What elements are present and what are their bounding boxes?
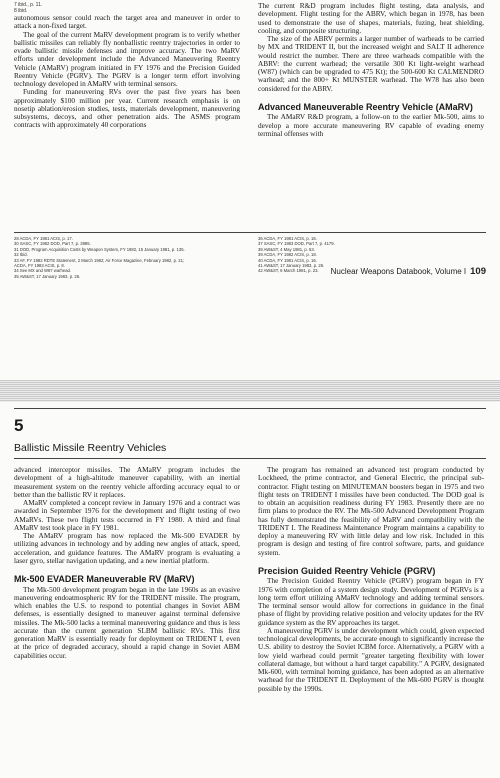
paragraph: The goal of the current MaRV development program is to verify whether ballistic missiles can reliably fly nonballistic reentry trajectories in order to evade ballistic missile defenses and improve accuracy. The two MaRV efforts under development include the Advanced Maneuvering Reentry Vehicle (AMaRV) program initiated in FY 1976 and the Precision Guided Reentry Vehicle (PGRV). The PGRV is a longer term effort involving technology developed in AMaRV with terminal sensors. — [14, 29, 240, 88]
paragraph: The program has remained an advanced test program conducted by Lockheed, the prime contractor, and General Electric, the principal sub-contractor. Flight testing on MINUTEMAN boosters began in 1975 and two flight tests on TRIDENT I missiles have been conducted. The DOD goal is to obtain an acquisition readiness during FY 1983. Presently there are no firm plans to produce the RV. The Mk-500 Advanced Development Program has fully demonstrated the feasibility of MaRV and compatibility with the TRIDENT I. The Readiness Maintenance Program maintains a capability to deploy a maneuvering RV with little delay and low risk. Included in this program is design and testing of fire control software, parts, and guidance system. — [258, 465, 484, 557]
section-heading: Mk-500 EVADER Maneuverable RV (MaRV) — [14, 574, 195, 584]
paragraph: Funding for maneuvering RVs over the past five years has been approximately $100 million per year. Current research emphasis is on nosetip ablation/erosion studies, tests, materials development, maneuvering subsystems, decoys, and other penetration aids. The ASMS program contracts with approximately 40 corporations — [14, 87, 240, 130]
paragraph: AMaRV completed a concept review in January 1976 and a contract was awarded in September 1976 for the development and flight testing of two AMaRVs. These two flight tests occurred in FY 1980. A third and final AMaRV test took place in FY 1981. — [14, 498, 240, 532]
paragraph: The Precision Guided Reentry Vehicle (PGRV) program began in FY 1976 with completion of a system design study. Development of PGRVs is a long term effort utilizing AMaRV technology and adding terminal sensors. The terminal sensor would allow for corrections in guidance in the final phase of flight by providing relative position and velocity updates for the RV guidance system as the RV approaches its target. — [258, 576, 484, 627]
footnotes-left: 28 ACDA, FY 1981 ACIS, p. 17. 30 SASC, FY 1982 DOD, Part 7, p. 3985. 31 DOD, Program Acquisition Costs by Weapon System, FY 1982, 15 January 1981, p. 135. 32 Ibid. 33 AF, FY 1982 RDTE Statement, 2 March 1982; Air Force Magazine, February 1982, p. 21; ACDA, FY 1983 ACIS, p. 8. 34 See MX and W87 warhead. 35 AW&ST, 17 January 1983, p. 26. — [14, 236, 185, 279]
chapter-number: 5 — [14, 416, 24, 435]
page-footer — [331, 266, 486, 277]
page-number: 109 — [470, 266, 486, 277]
top-right-column — [258, 2, 484, 138]
bottom-left-column — [14, 466, 240, 660]
bottom-right-column — [258, 466, 484, 693]
paragraph: The AMaRV R&D program, a follow-on to the earlier Mk-500, aims to develop a more accurate maneuvering RV capable of evading enemy terminal offenses with — [258, 112, 484, 138]
paragraph: The Mk-500 development program began in the late 1960s as an evasive maneuvering endoatmospheric RV for the TRIDENT missile. The program, which enables the U.S. to respond to potential changes in Soviet ABM defenses, is essentially designed to maneuver against terminal defensive missiles. The Mk-500 lacks a terminal maneuvering guidance and thus is less accurate than the current generation SLBM ballistic RVs. This first generation MaRV is essentially ready for deployment on TRIDENT I, even at the price of degraded accuracy, should a rapid change in Soviet ABM capabilities occur. — [14, 584, 240, 660]
paragraph: The AMaRV program has now replaced the Mk-500 EVADER by utilizing advances in technology and by adding new angles of attack, speed, acceleration, and guidance features. The AMaRV program is evaluating a laser gyro, stellar navigation updating, and a new inertial platform. — [14, 531, 240, 565]
upper-page — [0, 0, 500, 380]
header-fragment: 7 ibid., p. 11. 8 ibid. — [14, 2, 43, 14]
page-separator — [0, 380, 500, 402]
top-left-column — [14, 14, 240, 130]
paragraph: The size of the ABRV permits a larger number of warheads to be carried by MX and TRIDENT II, but the increased weight and SALT II adherence would restrict the number. There are three warheads compatible with the ABRV: the current warhead; the versatile 300 Kt light-weight warhead (W87) (which can be upgraded to 475 Kt); the 500-600 Kt CALMENDRO warhead; and the 800+ Kt MUNSTER warhead. The W78 has also been considered for the ABRV. — [258, 34, 484, 93]
footnote-rule — [14, 232, 486, 233]
section-heading: Precision Guided Reentry Vehicle (PGRV) — [258, 565, 436, 576]
paragraph: autonomous sensor could reach the target area and maneuver in order to attack a non-fixed target. — [14, 13, 240, 31]
paragraph: The current R&D program includes flight testing, data analysis, and development. Flight testing for the ABRV, which began in 1978, has been used to demonstrate the use of shapes, materials, fuzing, heat shielding, cooling, and composite structuring. — [258, 1, 484, 35]
paragraph: advanced interceptor missiles. The AMaRV program includes the development of a high-altitude maneuver capability, with an inertial measurement system on the reentry vehicle affording accuracy equal to or better than the ballistic RV it replaces. — [14, 465, 240, 499]
section-heading: Advanced Maneuverable Reentry Vehicle (AMaRV) — [258, 101, 473, 112]
footnotes-right: 36 ACDA, FY 1981 ACIS, p. 16. 37 SASC, FY 1983 DOD, Part 7, p. 4179. 38 AW&ST, 4 May 1981, p. 53. 39 ACDA, FY 1982 ACIS, p. 18. 40 ACDA, FY 1981 ACIS, p. 16. 41 AW&ST, 17 January 1983, p. 26. 42 AW&ST, 6 March 1981, p. 23. — [258, 236, 335, 274]
chapter-title: Ballistic Missile Reentry Vehicles — [14, 442, 167, 454]
chapter-top-rule — [14, 408, 486, 409]
paragraph: A maneuvering PGRV is under development which could, given expected technological developments, be accurate enough to significantly increase the U.S. ability to destroy the Soviet ICBM force. Alternatively, a PGRV with a low yield warhead could permit "greater targeting flexibility with lower collateral damage, but without a hard target capability." A PGRV, designated Mk-600, with terminal homing guidance, has been adopted as an alternative warhead for the TRIDENT II. Deployment of the Mk-600 PGRV is thought possible by the 1990s. — [258, 625, 484, 693]
footer-title: Nuclear Weapons Databook, Volume I — [330, 267, 467, 276]
chapter-title-rule — [14, 458, 486, 459]
lower-page — [0, 402, 500, 778]
